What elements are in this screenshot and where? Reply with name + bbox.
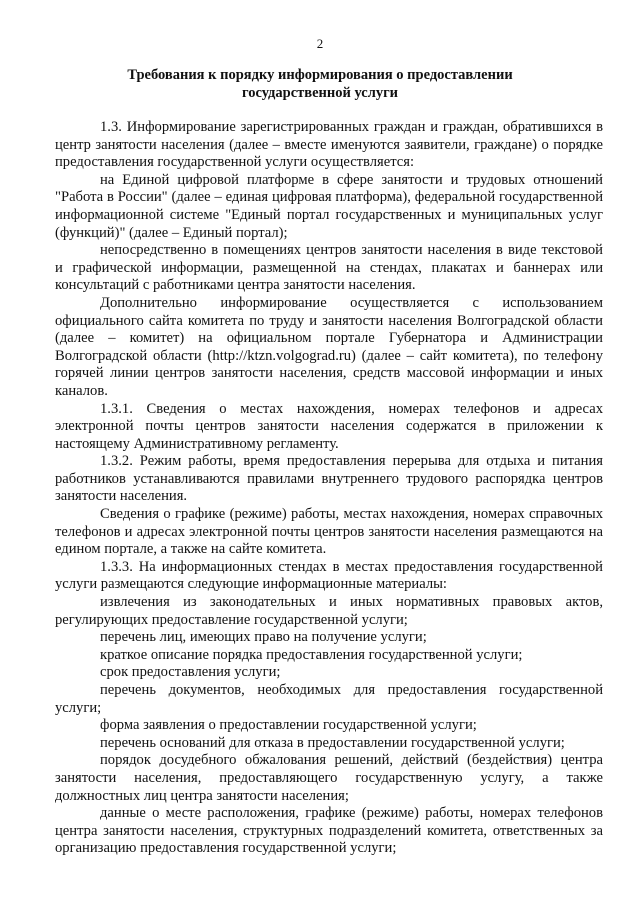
list-item-legal-extracts: извлечения из законодательных и иных нормативных правовых актов, регулирующих предоставление государственной услуги; xyxy=(55,594,603,628)
list-item-refusal-grounds: перечень оснований для отказа в предоставлении государственной услуги; xyxy=(100,734,565,751)
list-item-required-documents: перечень документов, необходимых для предоставления государственной услуги; xyxy=(55,682,603,716)
paragraph-unified-platform: на Единой цифровой платформе в сфере занятости и трудовых отношений "Работа в России" (далее – единая цифровая платформа), федеральной государственной информационной системе "Единый портал государственных и муниципальных услуг (функций)" (далее – Единый портал); xyxy=(55,171,603,241)
list-item-procedure-summary: краткое описание порядка предоставления государственной услуги; xyxy=(100,646,523,663)
paragraph-1-3-3: 1.3.3. На информационных стендах в местах предоставления государственной услуги размещаются следующие информационные материалы: xyxy=(55,558,603,593)
paragraph-schedule-info: Сведения о графике (режиме) работы, местах нахождения, номерах справочных телефонов и адресах электронной почты центров занятости населения размещаются на едином портале, а также на сайте комитета. xyxy=(55,506,603,558)
list-item-eligible-persons: перечень лиц, имеющих право на получение услуги; xyxy=(100,629,427,646)
paragraph-additional-info: Дополнительно информирование осуществляется с использованием официального сайта комитета по труду и занятости населения Волгоградской области (далее – комитет) на официальном портале Губернатора и Администрации Волгоградской области (http://ktzn.volgograd.ru) (далее – сайт комитета), по телефону горячей линии центров занятости населения, средств массовой информации и иных каналов. xyxy=(55,294,603,399)
paragraph-1-3-2: 1.3.2. Режим работы, время предоставления перерыва для отдыха и питания работников устанавливаются правилами внутреннего трудового распорядка центров занятости населения. xyxy=(55,453,603,505)
section-title xyxy=(80,66,560,102)
body-text xyxy=(55,119,603,858)
paragraph-premises: непосредственно в помещениях центров занятости населения в виде текстовой и графической информации, размещенной на стендах, плакатах и баннерах или консультаций с работниками центра занятости населения. xyxy=(55,242,603,294)
paragraph-1-3-1: 1.3.1. Сведения о местах нахождения, номерах телефонов и адресах электронной почты центров занятости населения содержатся в приложении к настоящему Административному регламенту. xyxy=(55,400,603,452)
list-item-application-form: форма заявления о предоставлении государственной услуги; xyxy=(100,717,477,734)
list-item-service-term: срок предоставления услуги; xyxy=(100,664,281,681)
page-number: 2 xyxy=(316,36,324,51)
section-title-line-2: государственной услуги xyxy=(241,85,399,101)
list-item-location-data: данные о месте расположения, графике (режиме) работы, номерах телефонов центра занятости населения, структурных подразделений комитета, ответственных за организацию предоставления государственной услуги; xyxy=(55,805,603,857)
section-title-line-1: Требования к порядку информирования о предоставлении xyxy=(127,67,513,83)
list-item-appeal-procedure: порядок досудебного обжалования решений, действий (бездействия) центра занятости населения, предоставляющего государственную услугу, а также должностных лиц центра занятости населения; xyxy=(55,752,603,804)
paragraph-1-3: 1.3. Информирование зарегистрированных граждан и граждан, обратившихся в центр занятости населения (далее – вместе именуются заявители, граждане) о порядке предоставления государственной услуги осуществляется: xyxy=(55,119,603,171)
